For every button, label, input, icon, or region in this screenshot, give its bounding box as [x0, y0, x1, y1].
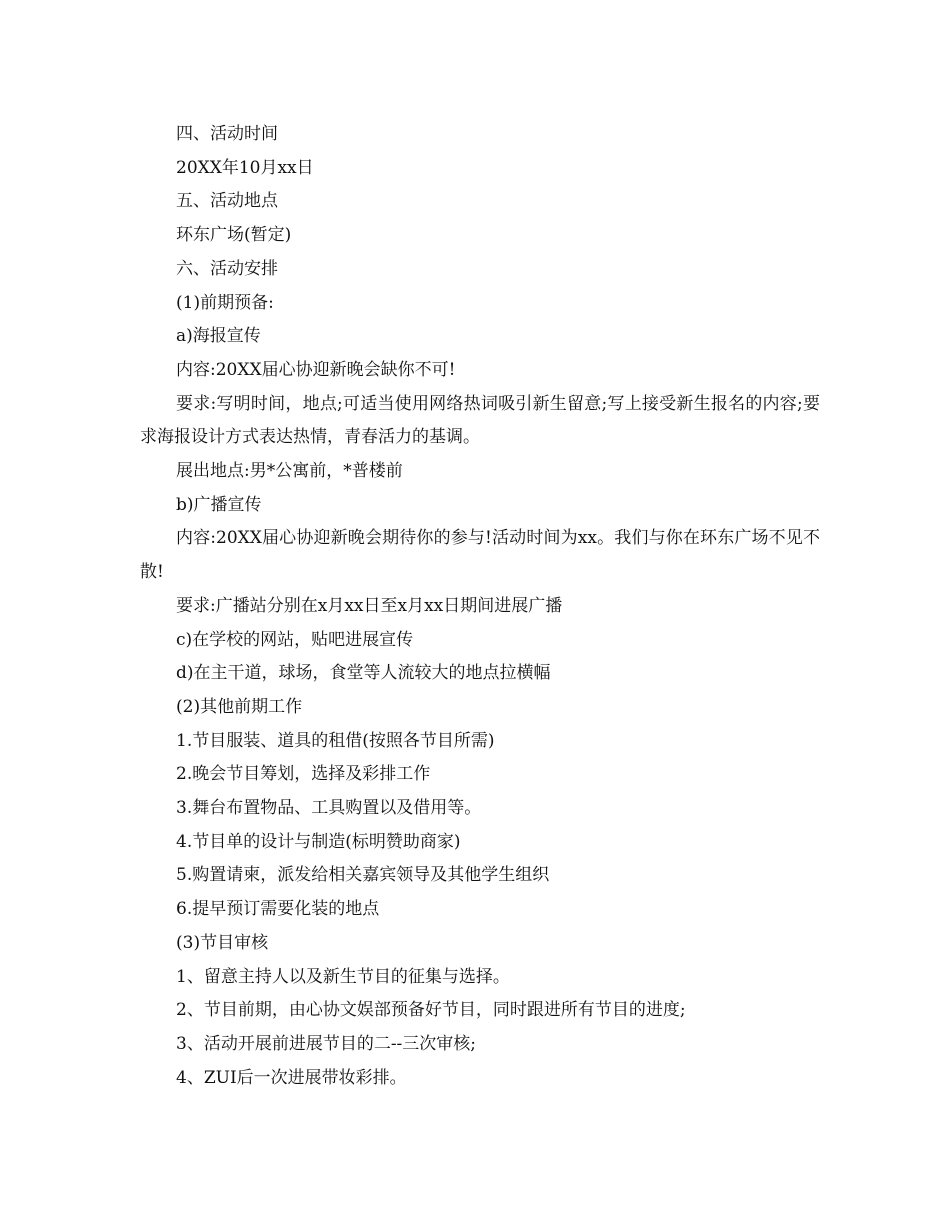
list-item: 3.舞台布置物品、工具购置以及借用等。 — [176, 798, 482, 819]
subsection-heading-other-work: (2)其他前期工作 — [176, 696, 303, 717]
item-website-promotion: c)在学校的网站，贴吧进展宣传 — [176, 629, 414, 650]
list-item: 5.购置请柬，派发给相关嘉宾领导及其他学生组织 — [176, 865, 550, 886]
list-item: 1.节目服装、道具的租借(按照各节目所需) — [176, 730, 495, 751]
list-item: 4、ZUI后一次进展带妆彩排。 — [176, 1067, 407, 1088]
activity-date: 20XX年10月xx日 — [176, 157, 314, 178]
broadcast-content: 内容:20XX届心协迎新晚会期待你的参与!活动时间为xx。我们与你在环东广场不见不散! — [140, 528, 820, 583]
section-heading-activity-location: 五、活动地点 — [176, 191, 278, 212]
broadcast-requirements: 要求:广播站分别在x月xx日至x月xx日期间进展广播 — [176, 595, 563, 616]
item-heading-poster: a)海报宣传 — [176, 326, 261, 347]
section-heading-activity-arrangement: 六、活动安排 — [176, 258, 278, 279]
poster-display-location: 展出地点:男*公寓前，*普楼前 — [176, 461, 403, 482]
poster-content: 内容:20XX届心协迎新晚会缺你不可! — [176, 359, 456, 380]
item-banner-promotion: d)在主干道，球场，食堂等人流较大的地点拉横幅 — [176, 663, 551, 684]
list-item: 2、节目前期，由心协文娱部预备好节目，同时跟进所有节目的进度; — [176, 1000, 686, 1021]
list-item: 6.提早预订需要化装的地点 — [176, 899, 380, 920]
subsection-heading-program-review: (3)节目审核 — [176, 932, 269, 953]
list-item: 1、留意主持人以及新生节目的征集与选择。 — [176, 966, 510, 987]
list-item: 2.晚会节目筹划，选择及彩排工作 — [176, 764, 431, 785]
activity-location: 环东广场(暂定) — [176, 225, 292, 246]
list-item: 4.节目单的设计与制造(标明赞助商家) — [176, 831, 461, 852]
item-heading-broadcast: b)广播宣传 — [176, 494, 262, 515]
poster-requirements: 要求:写明时间，地点;可适当使用网络热词吸引新生留意;写上接受新生报名的内容;要求海报设计方式表达热情，青春活力的基调。 — [140, 393, 820, 448]
subsection-heading-preparation: (1)前期预备: — [176, 292, 274, 313]
document-body — [140, 118, 820, 1095]
section-heading-activity-time: 四、活动时间 — [176, 124, 278, 144]
list-item: 3、活动开展前进展节目的二--三次审核; — [176, 1033, 477, 1054]
